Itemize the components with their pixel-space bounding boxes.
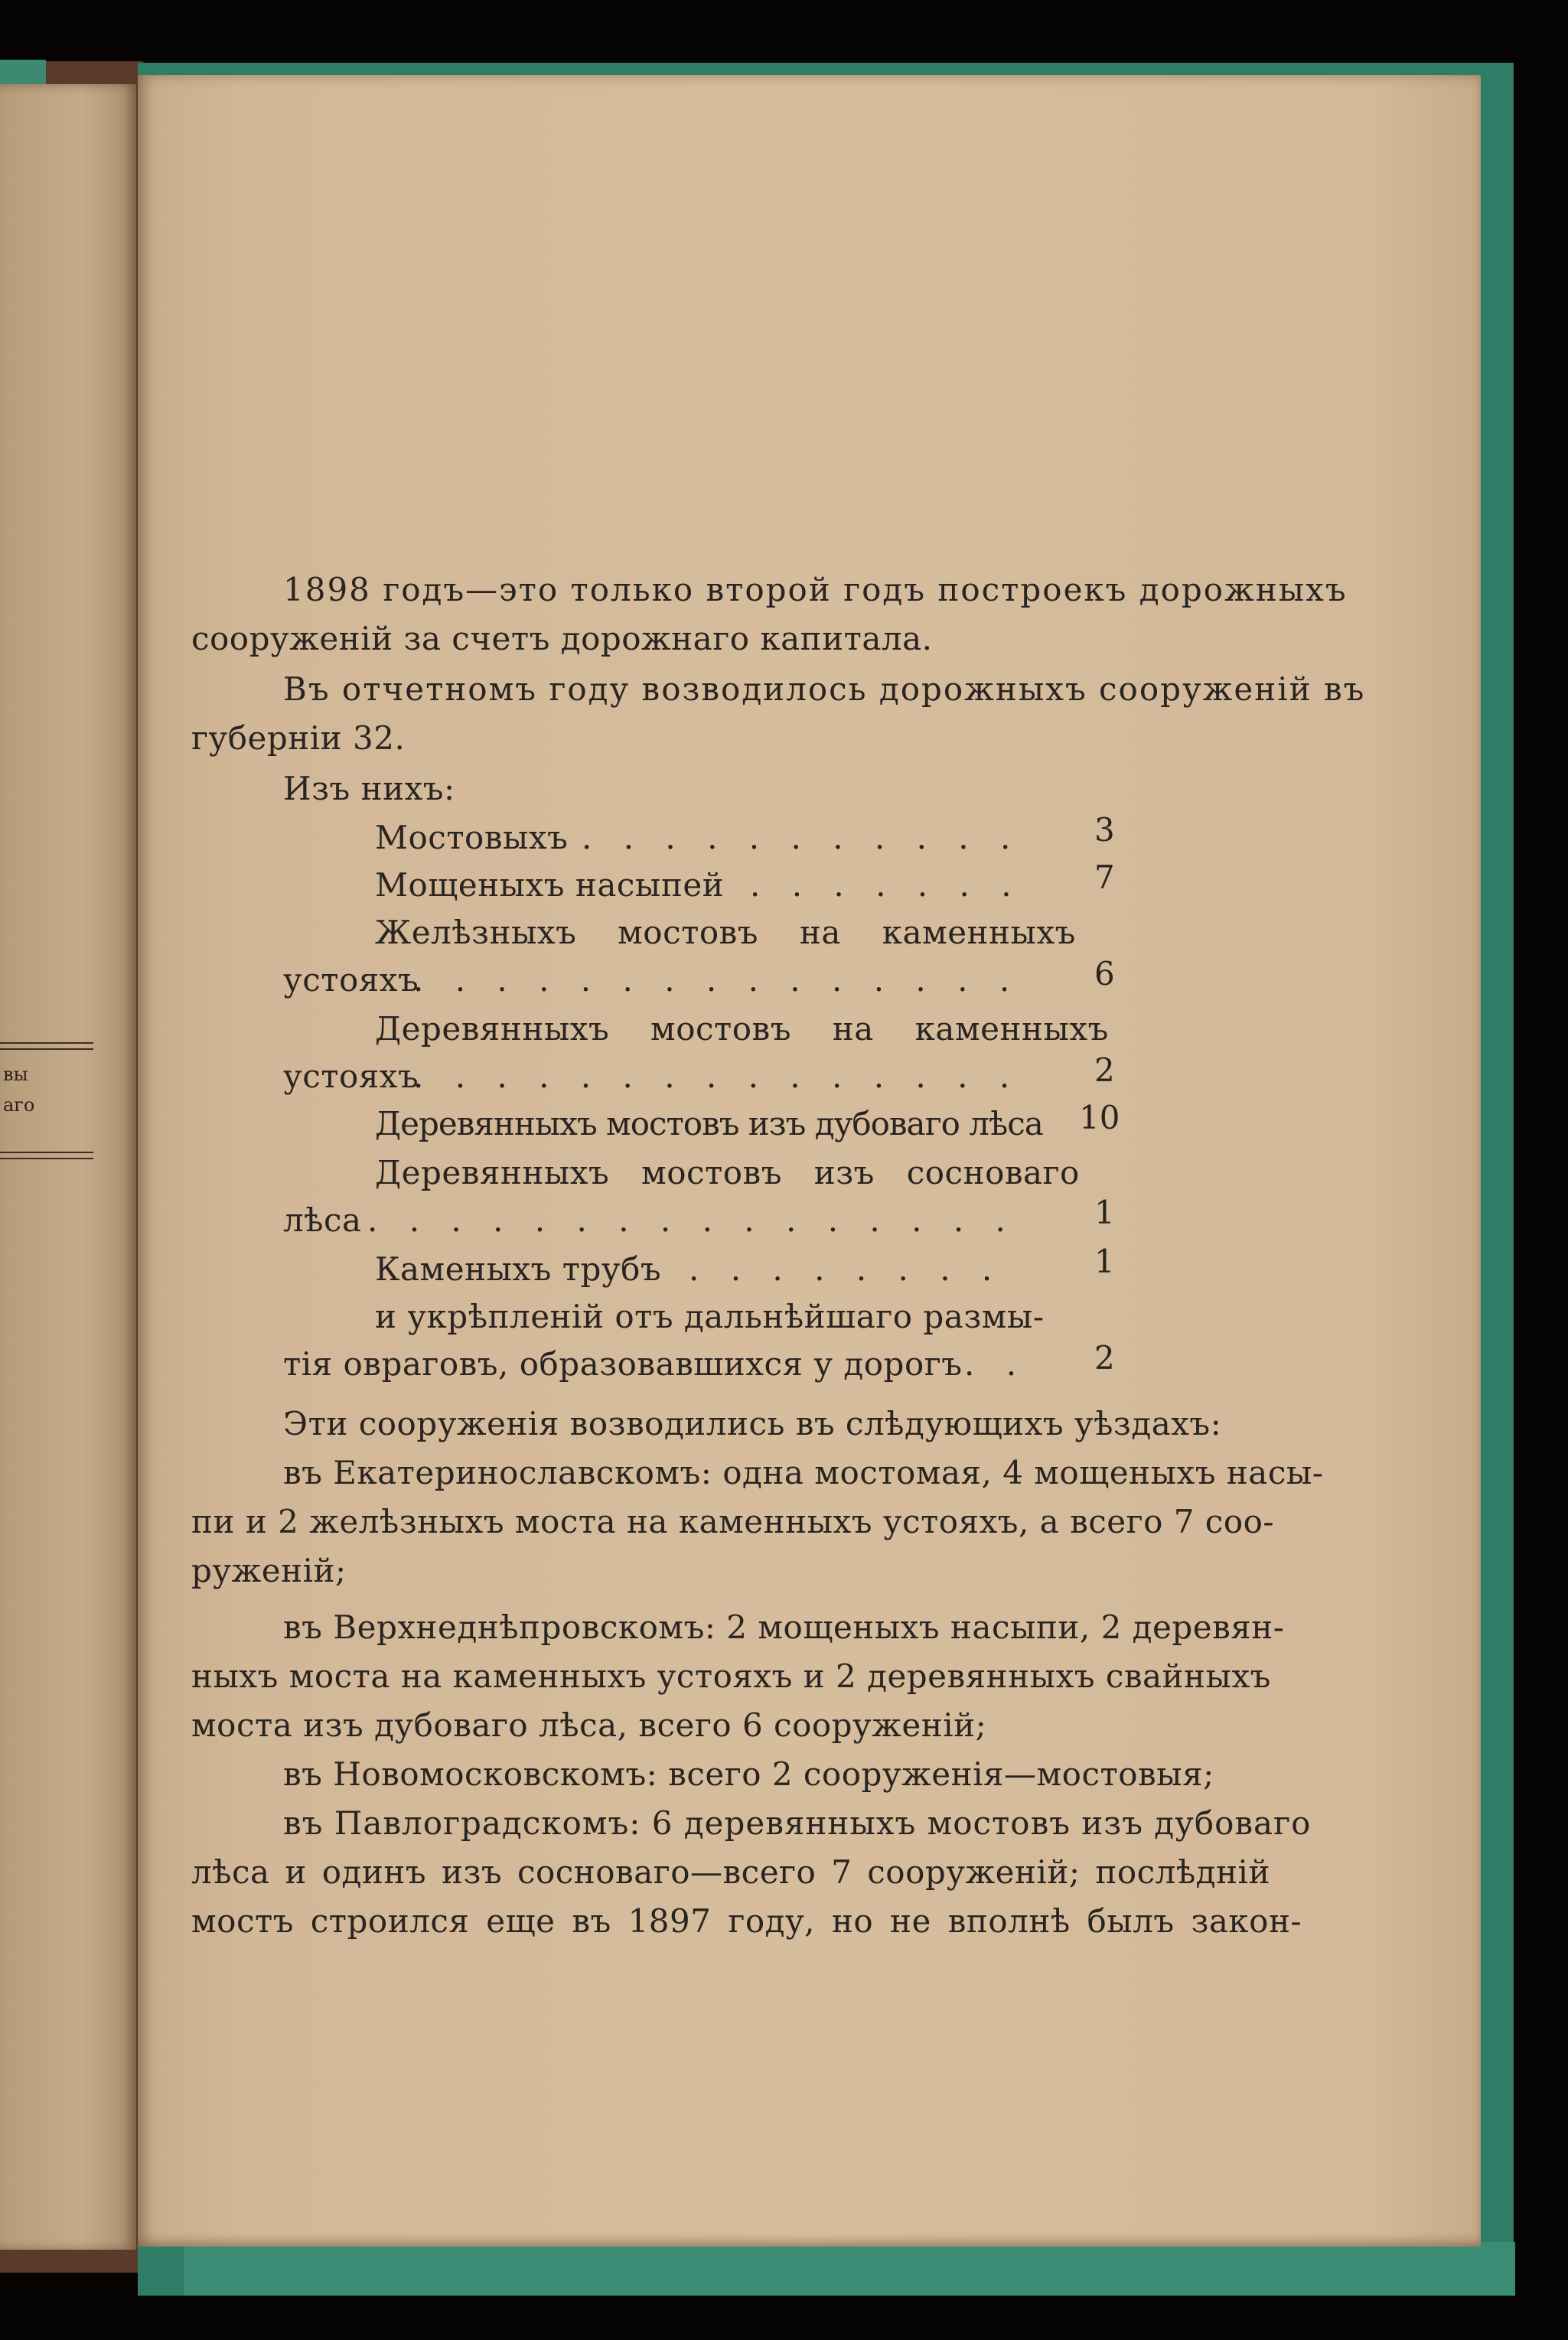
item-value: 3 xyxy=(1094,811,1115,849)
leader-dots: . . . . . . . . . . . . . . . xyxy=(413,1058,1021,1095)
item-value: 7 xyxy=(1094,859,1115,896)
text-line: руженій; xyxy=(191,1552,347,1589)
item-value: 1 xyxy=(1094,1243,1115,1280)
item-value: 10 xyxy=(1079,1099,1120,1136)
item-label: Мостовыхъ xyxy=(375,819,569,856)
leader-dots: . . xyxy=(964,1345,1028,1383)
previous-page xyxy=(0,84,136,2250)
rule xyxy=(0,1152,93,1153)
book-cover-bottom xyxy=(184,2242,1515,2296)
text-line: 1898 годъ—это только второй годъ построекъ дорожныхъ xyxy=(283,571,1348,608)
item-label: тія овраговъ, образовавшихся у дорогъ xyxy=(283,1345,963,1383)
item-value: 6 xyxy=(1094,955,1115,992)
item-label: Каменыхъ трубъ xyxy=(375,1250,662,1288)
text-line: въ Новомосковскомъ: всего 2 сооруженія—мостовыя; xyxy=(283,1755,1214,1793)
text-line: ныхъ моста на каменныхъ устояхъ и 2 деревянныхъ свайныхъ xyxy=(191,1657,1271,1695)
leader-dots: . . . . . . . . . . . xyxy=(582,819,1022,856)
text-line: въ Екатеринославскомъ: одна мостомая, 4 мощеныхъ насы- xyxy=(283,1454,1324,1491)
item-label: устояхъ xyxy=(283,1058,419,1095)
item-label: Деревянныхъ мостовъ изъ дубоваго лѣса xyxy=(375,1105,1043,1142)
page-text xyxy=(138,75,1481,2247)
item-label: Деревянныхъ мостовъ изъ сосноваго xyxy=(375,1154,1080,1191)
rule xyxy=(0,1042,93,1044)
item-value: 2 xyxy=(1094,1051,1115,1089)
text-line: въ Верхнеднѣпровскомъ: 2 мощеныхъ насыпи, 2 деревян- xyxy=(283,1608,1285,1646)
prev-page-fragment: вы xyxy=(3,1064,28,1085)
item-label: Желѣзныхъ мостовъ на каменныхъ xyxy=(375,914,1076,951)
text-line: сооруженій за счетъ дорожнаго капитала. xyxy=(191,620,933,657)
text-line: лѣса и одинъ изъ сосноваго—всего 7 сооруженій; послѣдній xyxy=(191,1853,1270,1891)
leader-dots: . . . . . . . . . . . . . . . . xyxy=(367,1201,1016,1239)
text-line: губерніи 32. xyxy=(191,719,406,757)
leader-dots: . . . . . . . xyxy=(750,866,1022,904)
rule xyxy=(0,1158,93,1159)
item-value: 2 xyxy=(1094,1339,1115,1377)
text-line: въ Павлоградскомъ: 6 деревянныхъ мостовъ изъ дубоваго xyxy=(283,1804,1312,1842)
item-value: 1 xyxy=(1094,1194,1115,1231)
text-line: Въ отчетномъ году возводилось дорожныхъ сооруженій въ xyxy=(283,670,1366,708)
item-label: Мощеныхъ насыпей xyxy=(375,866,725,904)
rule xyxy=(0,1048,93,1050)
text-line: мостъ строился еще въ 1897 году, но не вполнѣ былъ закон- xyxy=(191,1902,1302,1940)
item-label: и укрѣпленій отъ дальнѣйшаго размы- xyxy=(375,1298,1045,1335)
leader-dots: . . . . . . . . . . . . . . . xyxy=(413,961,1021,999)
prev-page-fragment: аго xyxy=(3,1094,35,1116)
item-label: Деревянныхъ мостовъ на каменныхъ xyxy=(375,1010,1109,1048)
item-label: лѣса xyxy=(283,1201,362,1239)
text-line: моста изъ дубоваго лѣса, всего 6 сооруженій; xyxy=(191,1706,987,1744)
text-line: Изъ нихъ: xyxy=(283,770,455,807)
item-label: устояхъ xyxy=(283,961,419,999)
text-line: пи и 2 желѣзныхъ моста на каменныхъ устояхъ, а всего 7 соо- xyxy=(191,1503,1275,1540)
text-line: Эти сооруженія возводились въ слѣдующихъ уѣздахъ: xyxy=(283,1405,1222,1442)
leader-dots: . . . . . . . . xyxy=(689,1250,1003,1288)
book-page xyxy=(138,75,1481,2247)
